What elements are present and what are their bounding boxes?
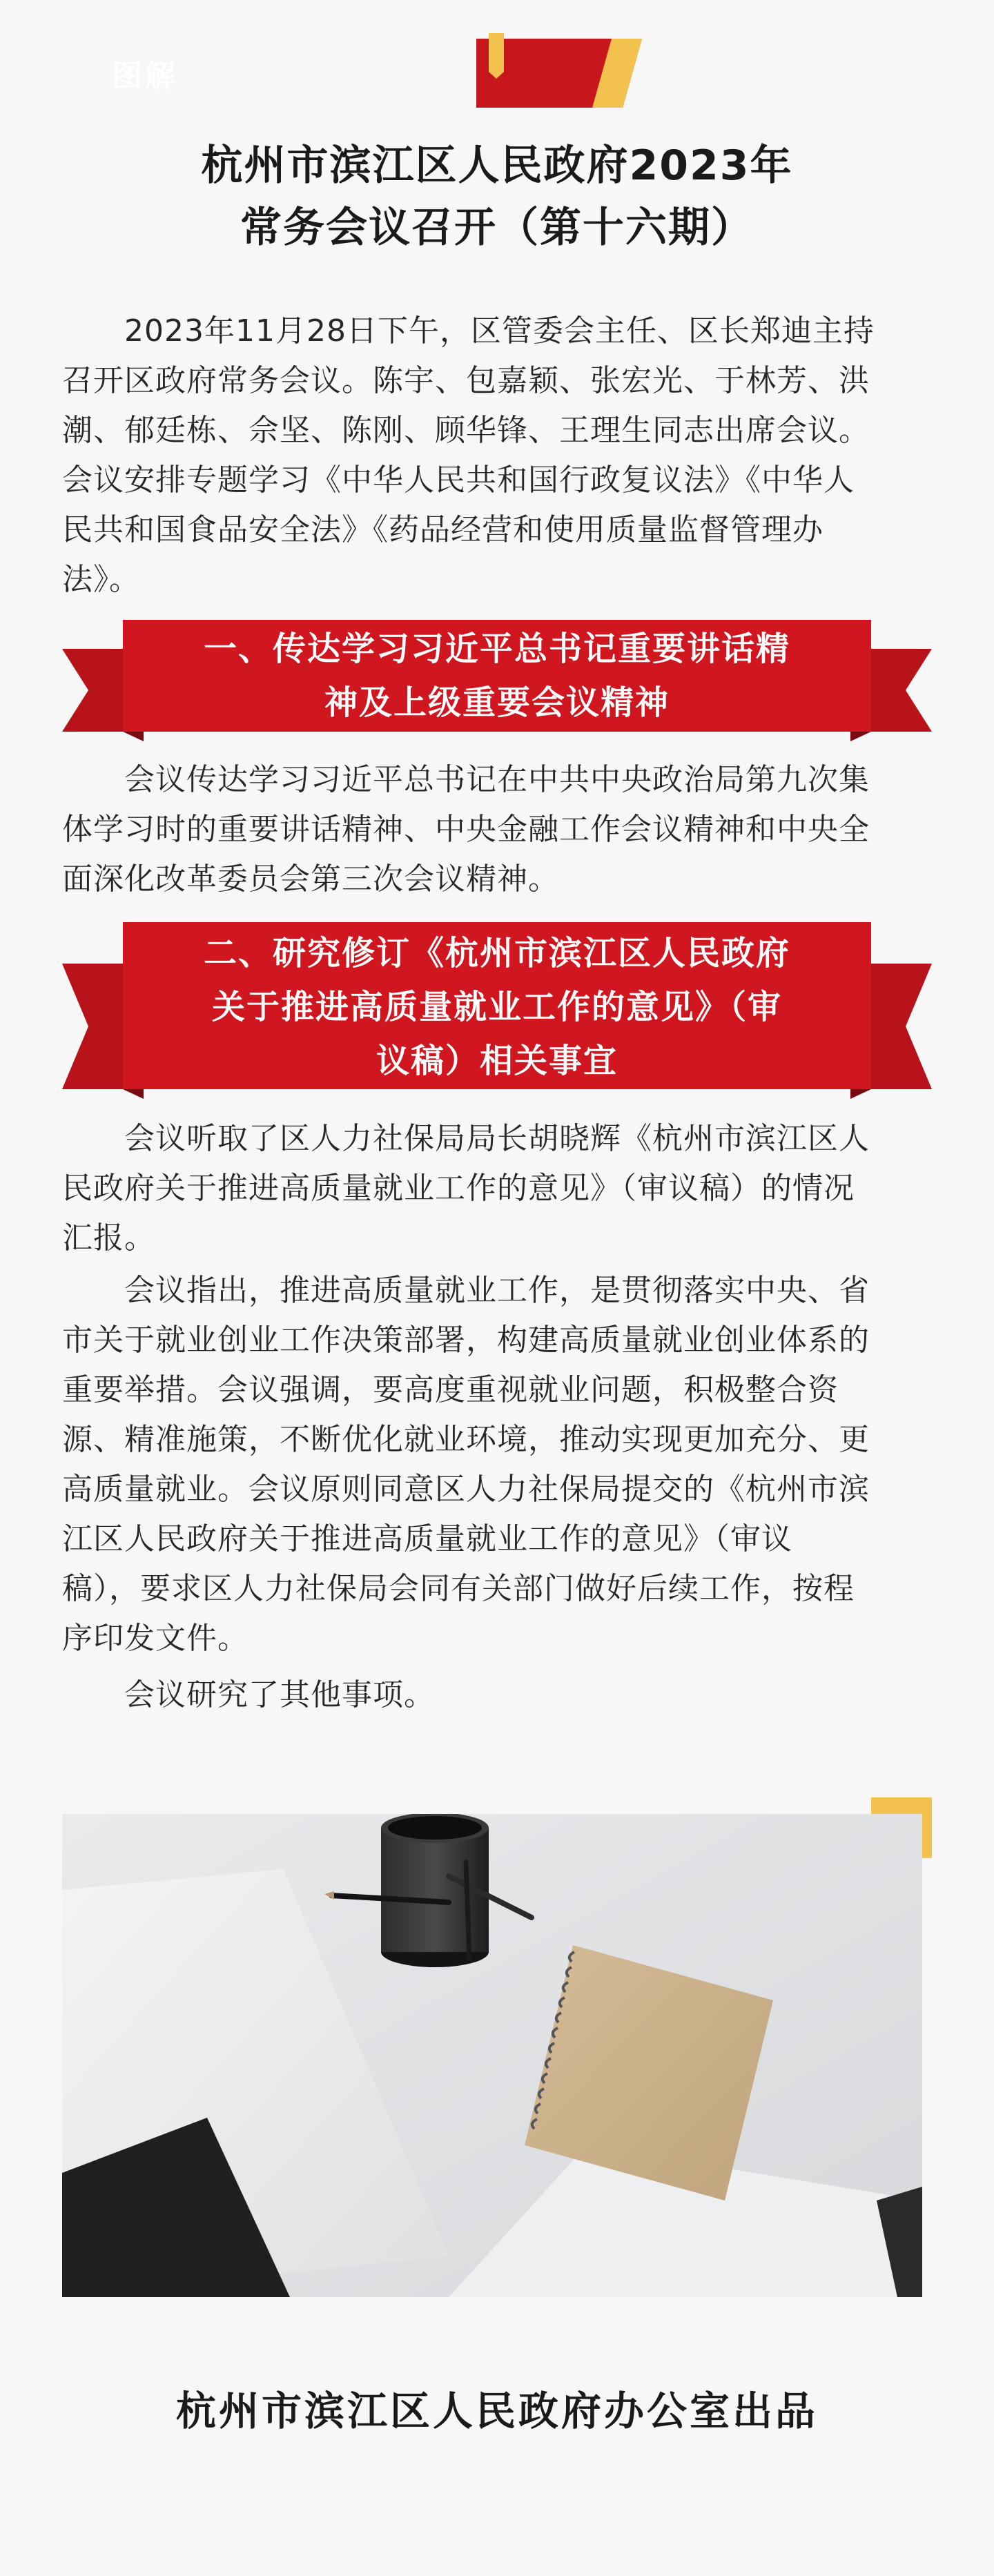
page-title-line-1: 杭州市滨江区人民政府2023年: [201, 142, 793, 190]
desk-photo-image: [62, 1814, 922, 2297]
text-line: 民共和国食品安全法》《药品经营和使用质量监督管理办: [62, 512, 824, 547]
section-1-paragraph: [62, 755, 932, 904]
text-line: 会议安排专题学习《中华人民共和国行政复议法》《中华人: [62, 462, 855, 498]
text-line: 会议听取了区人力社保局局长胡晓辉《杭州市滨江区人: [124, 1121, 870, 1156]
section-2-heading-banner: [62, 922, 932, 1099]
text-line: 市关于就业创业工作决策部署，构建高质量就业创业体系的: [62, 1323, 870, 1358]
section-1-heading-line: 神及上级重要会议精神: [324, 683, 670, 722]
category-badge: [62, 33, 228, 108]
text-line: 民政府关于推进高质量就业工作的意见》（审议稿）的情况: [62, 1171, 855, 1206]
text-line: 序印发文件。: [62, 1621, 248, 1656]
section-2-paragraph-3: 会议研究了其他事项。: [124, 1677, 435, 1713]
text-line: 高质量就业。会议原则同意区人力社保局提交的《杭州市滨: [62, 1472, 870, 1507]
text-line: 汇报。: [62, 1220, 155, 1256]
text-line: 稿），要求区人力社保局会同有关部门做好后续工作，按程: [62, 1571, 855, 1606]
text-line: 重要举措。会议强调，要高度重视就业问题，积极整合资: [62, 1372, 839, 1407]
section-2-paragraph-2: [62, 1266, 932, 1663]
text-line: 源、精准施策，不断优化就业环境，推动实现更加充分、更: [62, 1422, 870, 1457]
text-line: 会议传达学习习近平总书记在中共中央政治局第九次集: [124, 762, 870, 797]
text-line: 2023年11月28日下午，区管委会主任、区长郑迪主持: [124, 313, 875, 349]
section-2-heading-line: 二、研究修订《杭州市滨江区人民政府: [203, 934, 790, 973]
text-line: 江区人民政府关于推进高质量就业工作的意见》（审议: [62, 1521, 792, 1557]
badge-label: 图解: [112, 59, 178, 94]
page-title-line-2: 常务会议召开（第十六期）: [240, 204, 754, 252]
badge-flag-icon: [62, 33, 994, 108]
text-line: 会议指出，推进高质量就业工作，是贯彻落实中央、省: [124, 1273, 870, 1308]
section-2-heading-line: 议稿）相关事宜: [376, 1042, 618, 1080]
section-2-paragraph-1: [62, 1114, 932, 1263]
text-line: 体学习时的重要讲话精神、中央金融工作会议精神和中央全: [62, 812, 870, 847]
text-line: 召开区政府常务会议。陈宇、包嘉颖、张宏光、于林芳、洪: [62, 363, 870, 398]
intro-paragraph: [62, 306, 932, 605]
section-2-heading-line: 关于推进高质量就业工作的意见》（审: [211, 988, 782, 1026]
section-1-heading-line: 一、传达学习习近平总书记重要讲话精: [203, 630, 790, 668]
text-line: 潮、郁廷栋、佘坚、陈刚、顾华锋、王理生同志出席会议。: [62, 413, 870, 448]
footer-credit: 杭州市滨江区人民政府办公室出品: [175, 2388, 818, 2434]
text-line: 法》。: [62, 562, 140, 597]
text-line: 面深化改革委员会第三次会议精神。: [62, 861, 559, 897]
section-1-heading-banner: [62, 620, 932, 741]
